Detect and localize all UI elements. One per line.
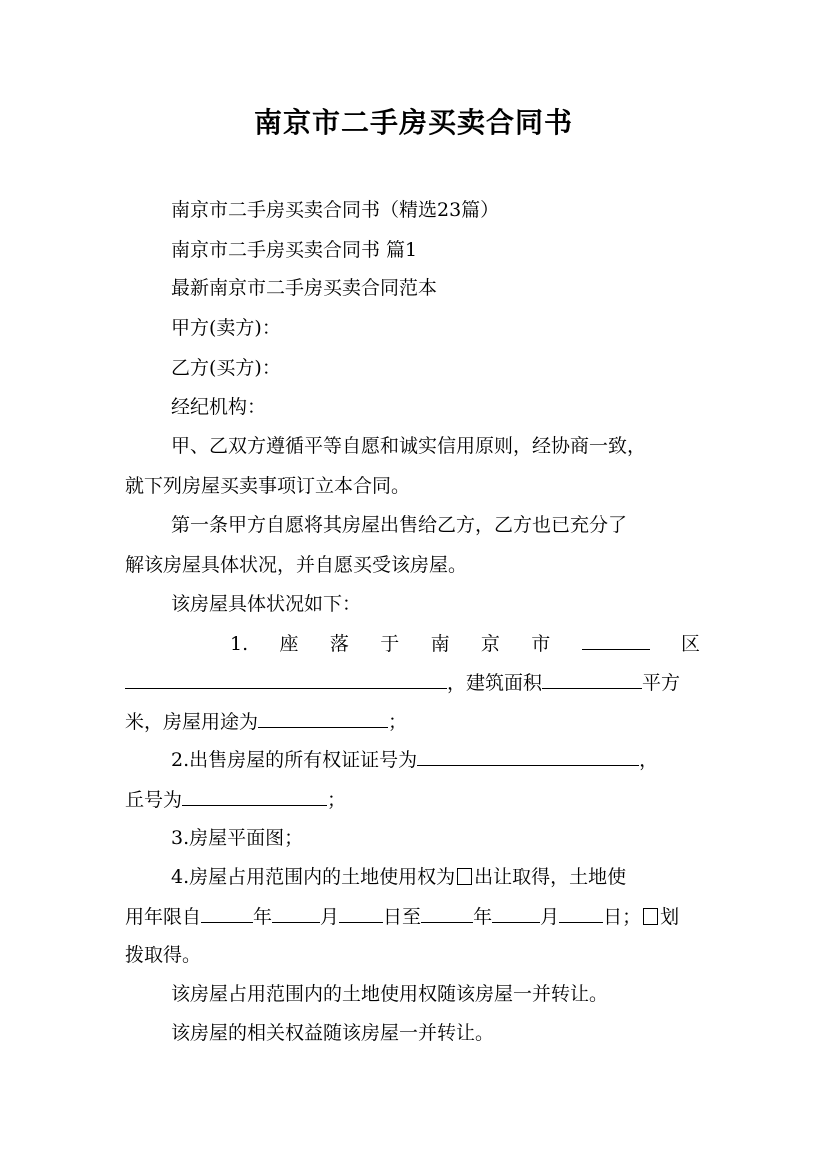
item-1-word: 座 (279, 633, 299, 655)
property-status-heading: 该房屋具体状况如下： (171, 593, 362, 615)
preamble-line-2: 就下列房屋买卖事项订立本合同。 (125, 475, 411, 497)
item-1-word: 落 (329, 633, 349, 655)
item-4-line-3: 拨取得。 (125, 944, 202, 966)
area-blank[interactable] (542, 669, 642, 689)
item-3-floorplan: 3.房屋平面图； (171, 827, 304, 849)
item-1-number: 1. (230, 633, 249, 655)
item-1-word: 市 (531, 633, 551, 655)
agency-label: 经纪机构： (171, 396, 267, 418)
item-2-line-1 (171, 746, 658, 774)
year-label: 年 (473, 906, 493, 928)
allocation-label: 划 (660, 906, 680, 928)
item-1-area-line (125, 669, 680, 697)
item-1-word: 于 (380, 633, 400, 655)
item-2-line-2 (125, 786, 346, 814)
usage-blank[interactable] (258, 708, 388, 728)
day-to-label: 日至 (383, 906, 422, 928)
item-1-word: 区 (680, 633, 700, 655)
preamble-line-1: 甲、乙双方遵循平等自愿和诚实信用原则，经协商一致， (171, 435, 647, 457)
year-label: 年 (253, 906, 273, 928)
item-1-word: 南 (430, 633, 450, 655)
term-label: 用年限自 (125, 906, 202, 928)
item-1-word: 京 (480, 633, 500, 655)
plot-blank[interactable] (182, 786, 327, 806)
end-month-blank[interactable] (492, 903, 540, 923)
plot-label: 丘号为 (125, 789, 183, 811)
rights-transfer-line: 该房屋的相关权益随该房屋一并转让。 (171, 1022, 495, 1044)
area-unit: 平方 (642, 672, 681, 694)
party-b-label: 乙方(买方)： (171, 357, 281, 379)
land-right-text: 出让取得，土地使 (474, 866, 627, 888)
party-a-label: 甲方(卖方)： (171, 317, 281, 339)
article-1-line-1: 第一条甲方自愿将其房屋出售给乙方，乙方也已充分了 (171, 514, 628, 536)
transfer-checkbox[interactable] (457, 868, 472, 885)
start-day-blank[interactable] (339, 903, 383, 923)
month-label: 月 (320, 906, 340, 928)
item-4-line-1 (171, 863, 626, 891)
subtitle-line: 南京市二手房买卖合同书（精选23篇） (171, 199, 500, 221)
semicolon: ； (327, 789, 347, 811)
document-title: 南京市二手房买卖合同书 (253, 106, 573, 139)
month-label: 月 (540, 906, 560, 928)
certificate-blank[interactable] (417, 746, 639, 766)
item-4-line-2 (125, 903, 679, 931)
land-right-label: 4.房屋占用范围内的土地使用权为 (171, 866, 456, 888)
address-blank[interactable] (125, 669, 447, 689)
start-month-blank[interactable] (272, 903, 320, 923)
usage-end: ； (388, 711, 408, 733)
start-year-blank[interactable] (201, 903, 253, 923)
comma: ， (639, 749, 659, 771)
end-day-blank[interactable] (559, 903, 603, 923)
certificate-label: 2.出售房屋的所有权证证号为 (171, 749, 418, 771)
item-1-usage-line (125, 708, 407, 736)
section-heading: 南京市二手房买卖合同书 篇1 (171, 239, 418, 261)
template-heading: 最新南京市二手房买卖合同范本 (171, 277, 438, 299)
article-1-line-2: 解该房屋具体状况，并自愿买受该房屋。 (125, 554, 468, 576)
allocation-checkbox[interactable] (643, 908, 658, 925)
end-year-blank[interactable] (421, 903, 473, 923)
land-right-transfer-line: 该房屋占用范围内的土地使用权随该房屋一并转让。 (171, 983, 609, 1005)
area-label: ，建筑面积 (447, 672, 543, 694)
usage-label: 米，房屋用途为 (125, 711, 259, 733)
item-1-location-line (230, 630, 700, 658)
day-label: 日； (603, 906, 642, 928)
district-blank[interactable] (582, 630, 650, 650)
